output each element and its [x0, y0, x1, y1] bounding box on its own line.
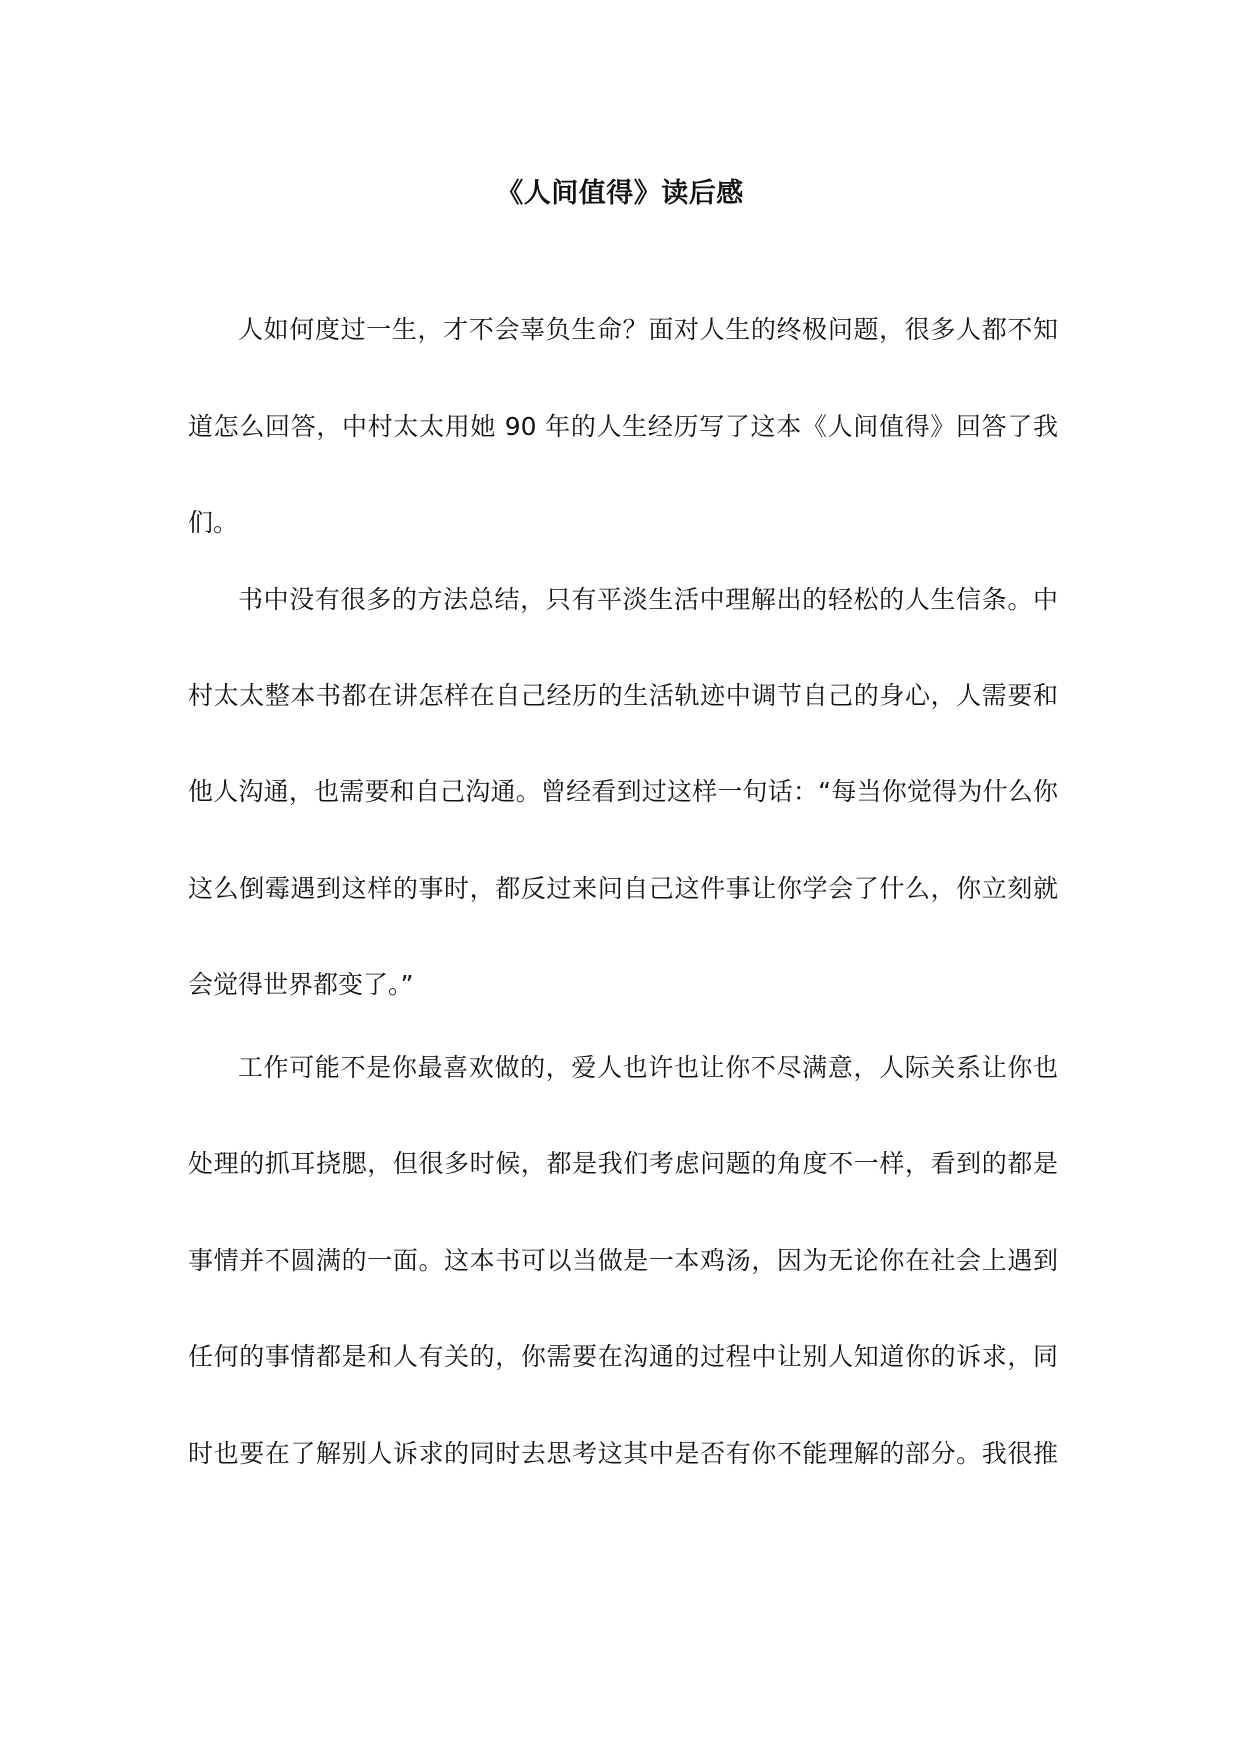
paragraph-1-line-2: 道怎么回答，中村太太用她 90 年的人生经历写了这本《人间值得》回答了我	[188, 412, 1058, 441]
paragraph-1-line-1: 人如何度过一生，才不会辜负生命？面对人生的终极问题，很多人都不知	[238, 315, 1058, 344]
paragraph-3-line-3: 事情并不圆满的一面。这本书可以当做是一本鸡汤，因为无论你在社会上遇到	[188, 1246, 1058, 1275]
paragraph-2-line-5: 会觉得世界都变了。”	[188, 970, 414, 999]
paragraph-2-line-2: 村太太整本书都在讲怎样在自己经历的生活轨迹中调节自己的身心，人需要和	[188, 681, 1058, 710]
paragraph-1-line-3: 们。	[188, 508, 239, 537]
paragraph-3-line-5: 时也要在了解别人诉求的同时去思考这其中是否有你不能理解的部分。我很推	[188, 1439, 1058, 1468]
paragraph-2-line-3: 他人沟通，也需要和自己沟通。曾经看到过这样一句话：“每当你觉得为什么你	[188, 777, 1058, 806]
paragraph-3-line-4: 任何的事情都是和人有关的，你需要在沟通的过程中让别人知道你的诉求，同	[188, 1342, 1058, 1371]
paragraph-3-line-1: 工作可能不是你最喜欢做的，爱人也许也让你不尽满意，人际关系让你也	[238, 1053, 1058, 1082]
paragraph-2-line-1: 书中没有很多的方法总结，只有平淡生活中理解出的轻松的人生信条。中	[238, 585, 1058, 614]
paragraph-3-line-2: 处理的抓耳挠腮，但很多时候，都是我们考虑问题的角度不一样，看到的都是	[188, 1149, 1058, 1178]
paragraph-2-line-4: 这么倒霉遇到这样的事时，都反过来问自己这件事让你学会了什么，你立刻就	[188, 874, 1058, 903]
document-title: 《人间值得》读后感	[496, 178, 744, 209]
